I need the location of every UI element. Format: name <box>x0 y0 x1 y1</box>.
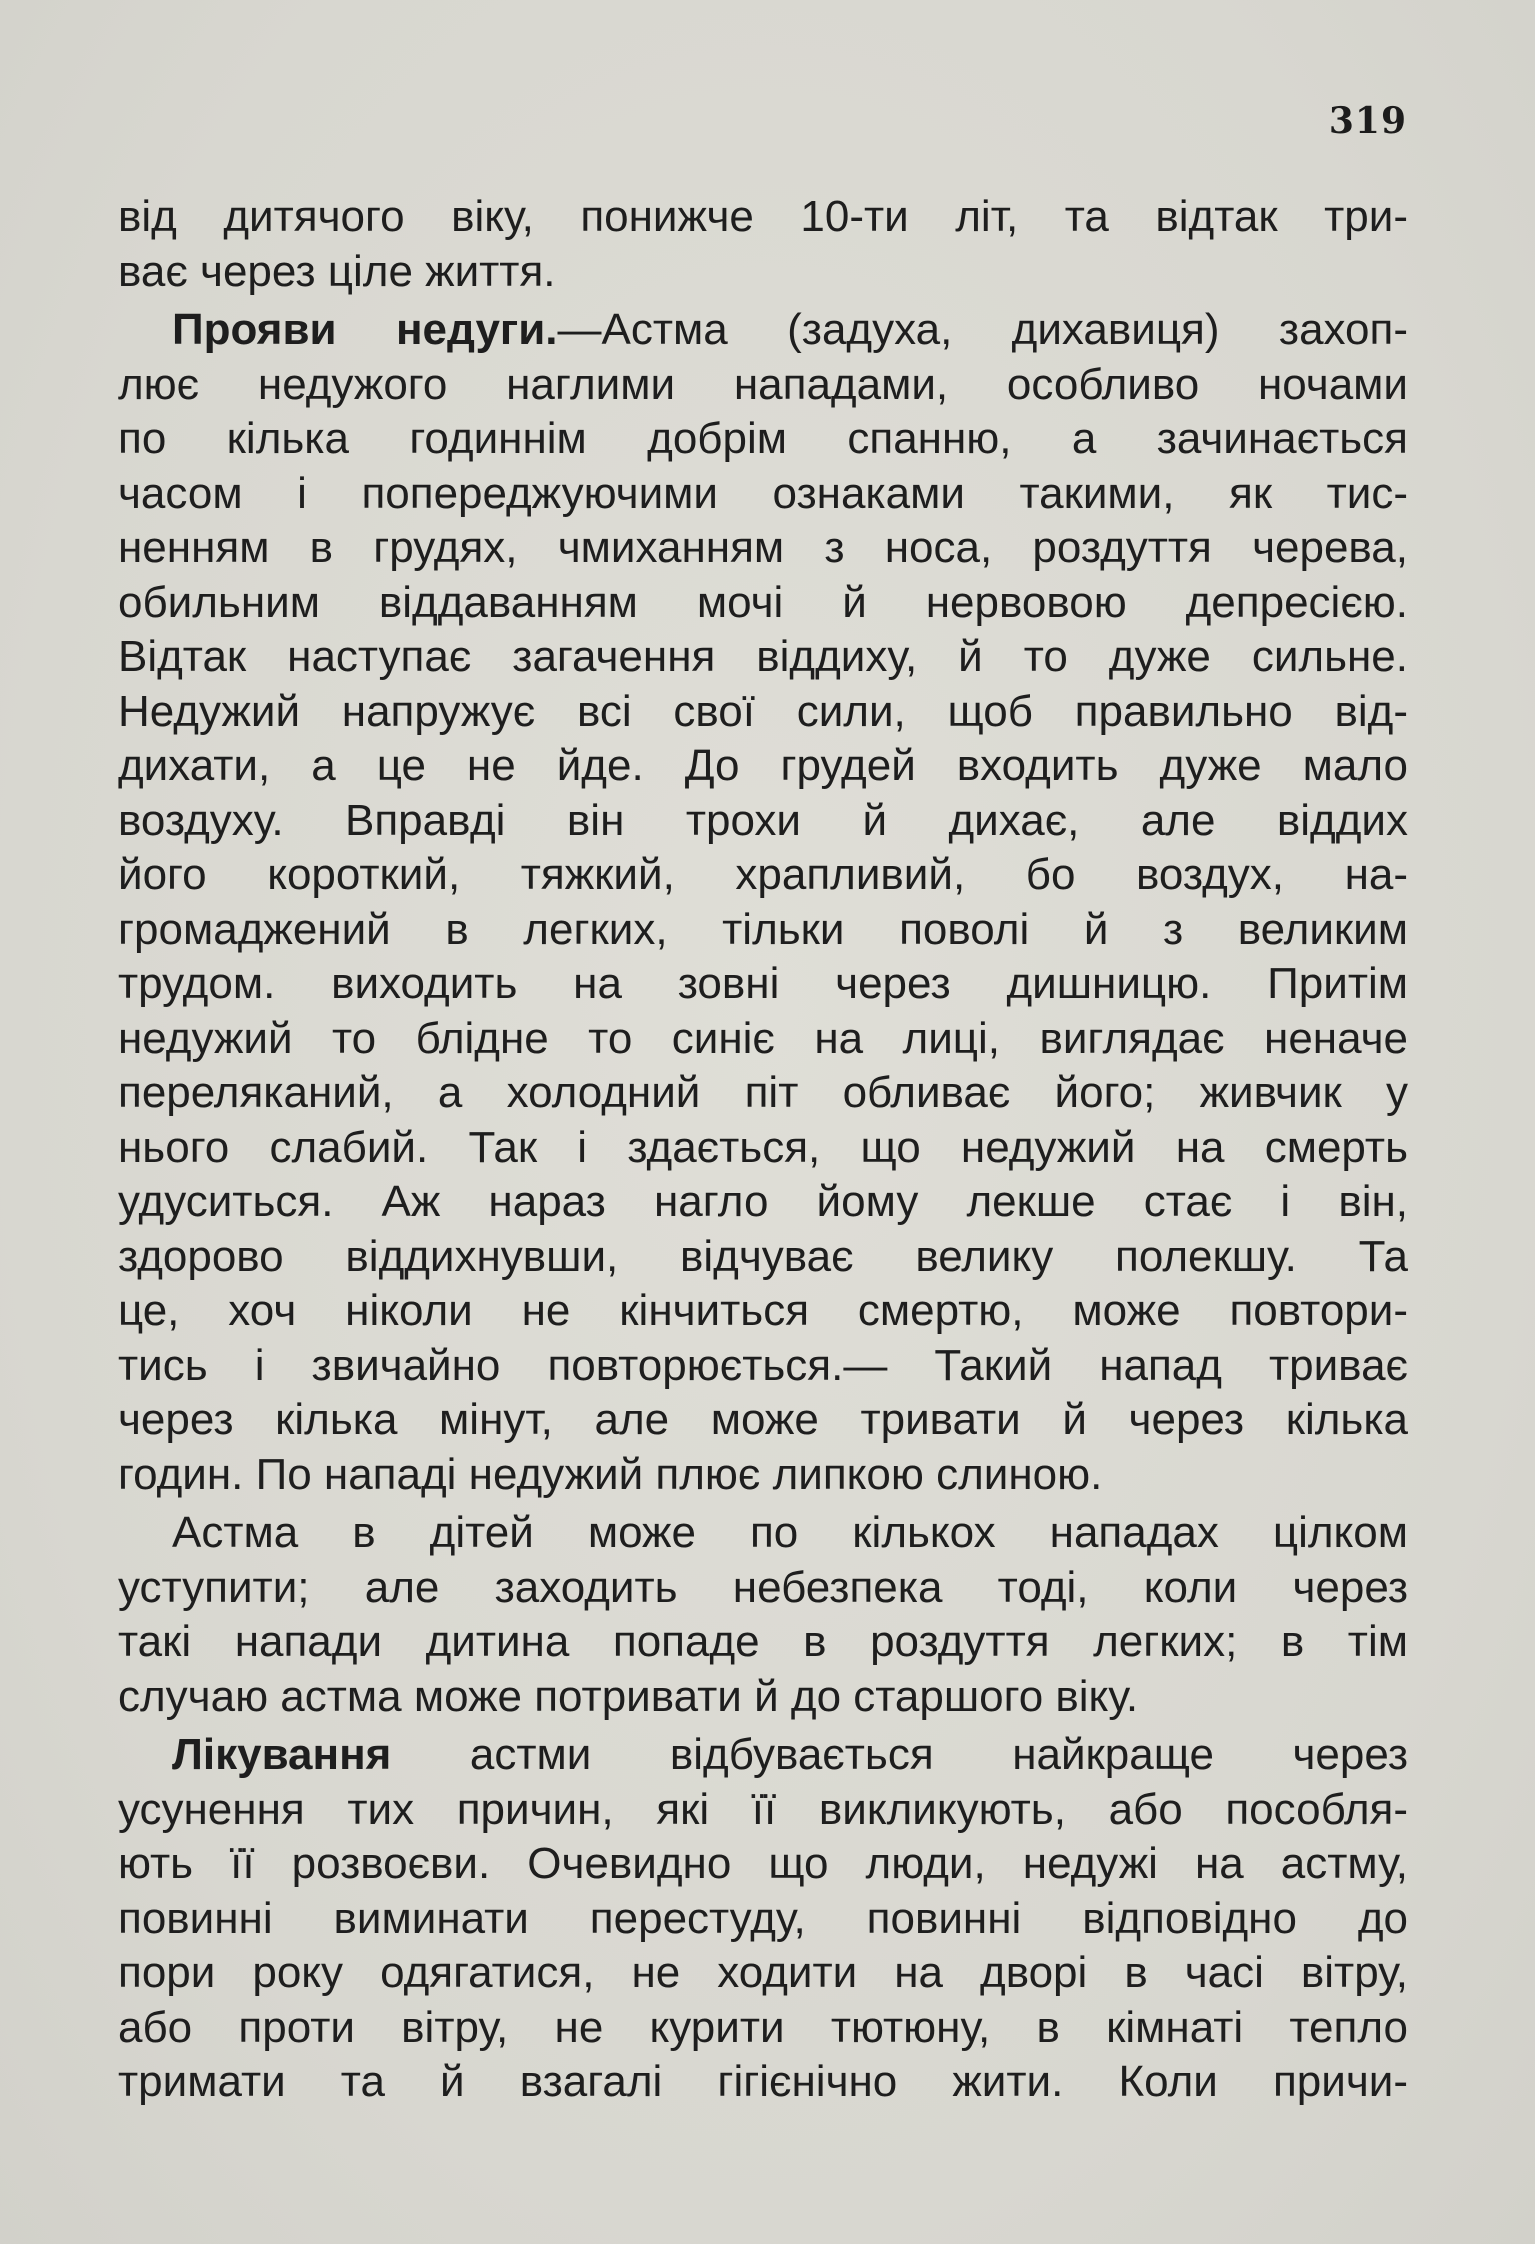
text-line: через кілька мінут, але може тривати й через кілька <box>118 1395 1408 1444</box>
text-line: його короткий, тяжкий, храпливий, бо воздух, на- <box>118 850 1408 899</box>
text-line: переляканий, а холодний піт обливає його; живчик у <box>118 1068 1408 1117</box>
text-line: лює недужого наглими нападами, особливо ночами <box>118 359 1408 409</box>
text-line: це, хоч ніколи не кінчиться смертю, може повтори- <box>118 1286 1408 1335</box>
text-line: ває через ціле життя. <box>118 246 556 296</box>
text-line: годин. По нападі недужий плює липкою слиною. <box>118 1449 1103 1499</box>
text-line: нього слабий. Так і здається, що недужий на смерть <box>118 1122 1408 1172</box>
section-heading-symptoms: Прояви недуги. <box>172 305 558 354</box>
text-line: воздуху. Вправді він трохи й дихає, але віддих <box>118 795 1408 845</box>
text-line: Відтак наступає загачення віддиху, й то дуже сильне. <box>118 632 1408 681</box>
text-line: ненням в грудях, чмиханням з носа, роздуття черева, <box>118 523 1408 572</box>
paragraph-children <box>118 1506 1408 1724</box>
text-line: усунення тих причин, які її викликують, або пособля- <box>118 1784 1408 1834</box>
text-line: ють її розвоєви. Очевидно що люди, недужі на астму, <box>118 1839 1408 1888</box>
page-text <box>118 190 1408 2110</box>
text-line: від дитячого віку, понижче 10-ти літ, та відтак три- <box>118 192 1408 241</box>
text-line: пори року одягатися, не ходити на дворі в часі вітру, <box>118 1948 1408 1997</box>
text-line: удуситься. Аж нараз нагло йому лекше стає і він, <box>118 1177 1408 1226</box>
text-line: такі напади дитина попаде в роздуття легких; в тім <box>118 1617 1408 1666</box>
text-line: тримати та й взагалі гігієнічно жити. Коли причи- <box>118 2057 1408 2106</box>
page-number: 319 <box>1328 100 1407 142</box>
paragraph-continuation <box>118 190 1408 299</box>
text-line: уступити; але заходить небезпека тоді, коли через <box>118 1562 1408 1612</box>
text-line: громаджений в легких, тільки поволі й з великим <box>118 904 1408 954</box>
text-line: трудом. виходить на зовні через дишницю. Притім <box>118 959 1408 1008</box>
text-line: Недужий напружує всі свої сили, щоб правильно від- <box>118 686 1408 736</box>
paragraph-treatment <box>118 1728 1408 2110</box>
text-line: повинні виминати перестуду, повинні відповідно до <box>118 1893 1408 1943</box>
text-line-rest: —Астма (задуха, дихавиця) захоп- <box>557 305 1408 354</box>
text-line: дихати, а це не йде. До грудей входить дуже мало <box>118 741 1408 790</box>
text-line: здорово віддихнувши, відчуває велику полекшу. Та <box>118 1231 1408 1281</box>
text-line: тись і звичайно повторюється.— Такий напад триває <box>118 1340 1408 1390</box>
paragraph-symptoms <box>118 303 1408 1502</box>
text-line: случаю астма може потривати й до старшого віку. <box>118 1671 1139 1721</box>
text-line: недужий то блідне то синіє на лиці, виглядає неначе <box>118 1013 1408 1063</box>
text-line: або проти вітру, не курити тютюну, в кімнаті тепло <box>118 2002 1408 2052</box>
text-line <box>118 303 1408 358</box>
text-line <box>118 1728 1408 1783</box>
text-line: обильним віддаванням мочі й нервовою депресією. <box>118 577 1408 627</box>
text-line-rest: астми відбувається найкраще через <box>391 1730 1408 1779</box>
text-line: по кілька годиннім добрім спанню, а зачинається <box>118 414 1408 463</box>
text-line: Астма в дітей може по кількох нападах цілком <box>172 1508 1408 1557</box>
text-line: часом і попереджуючими ознаками такими, як тис- <box>118 468 1408 518</box>
section-heading-treatment: Лікування <box>172 1730 392 1779</box>
